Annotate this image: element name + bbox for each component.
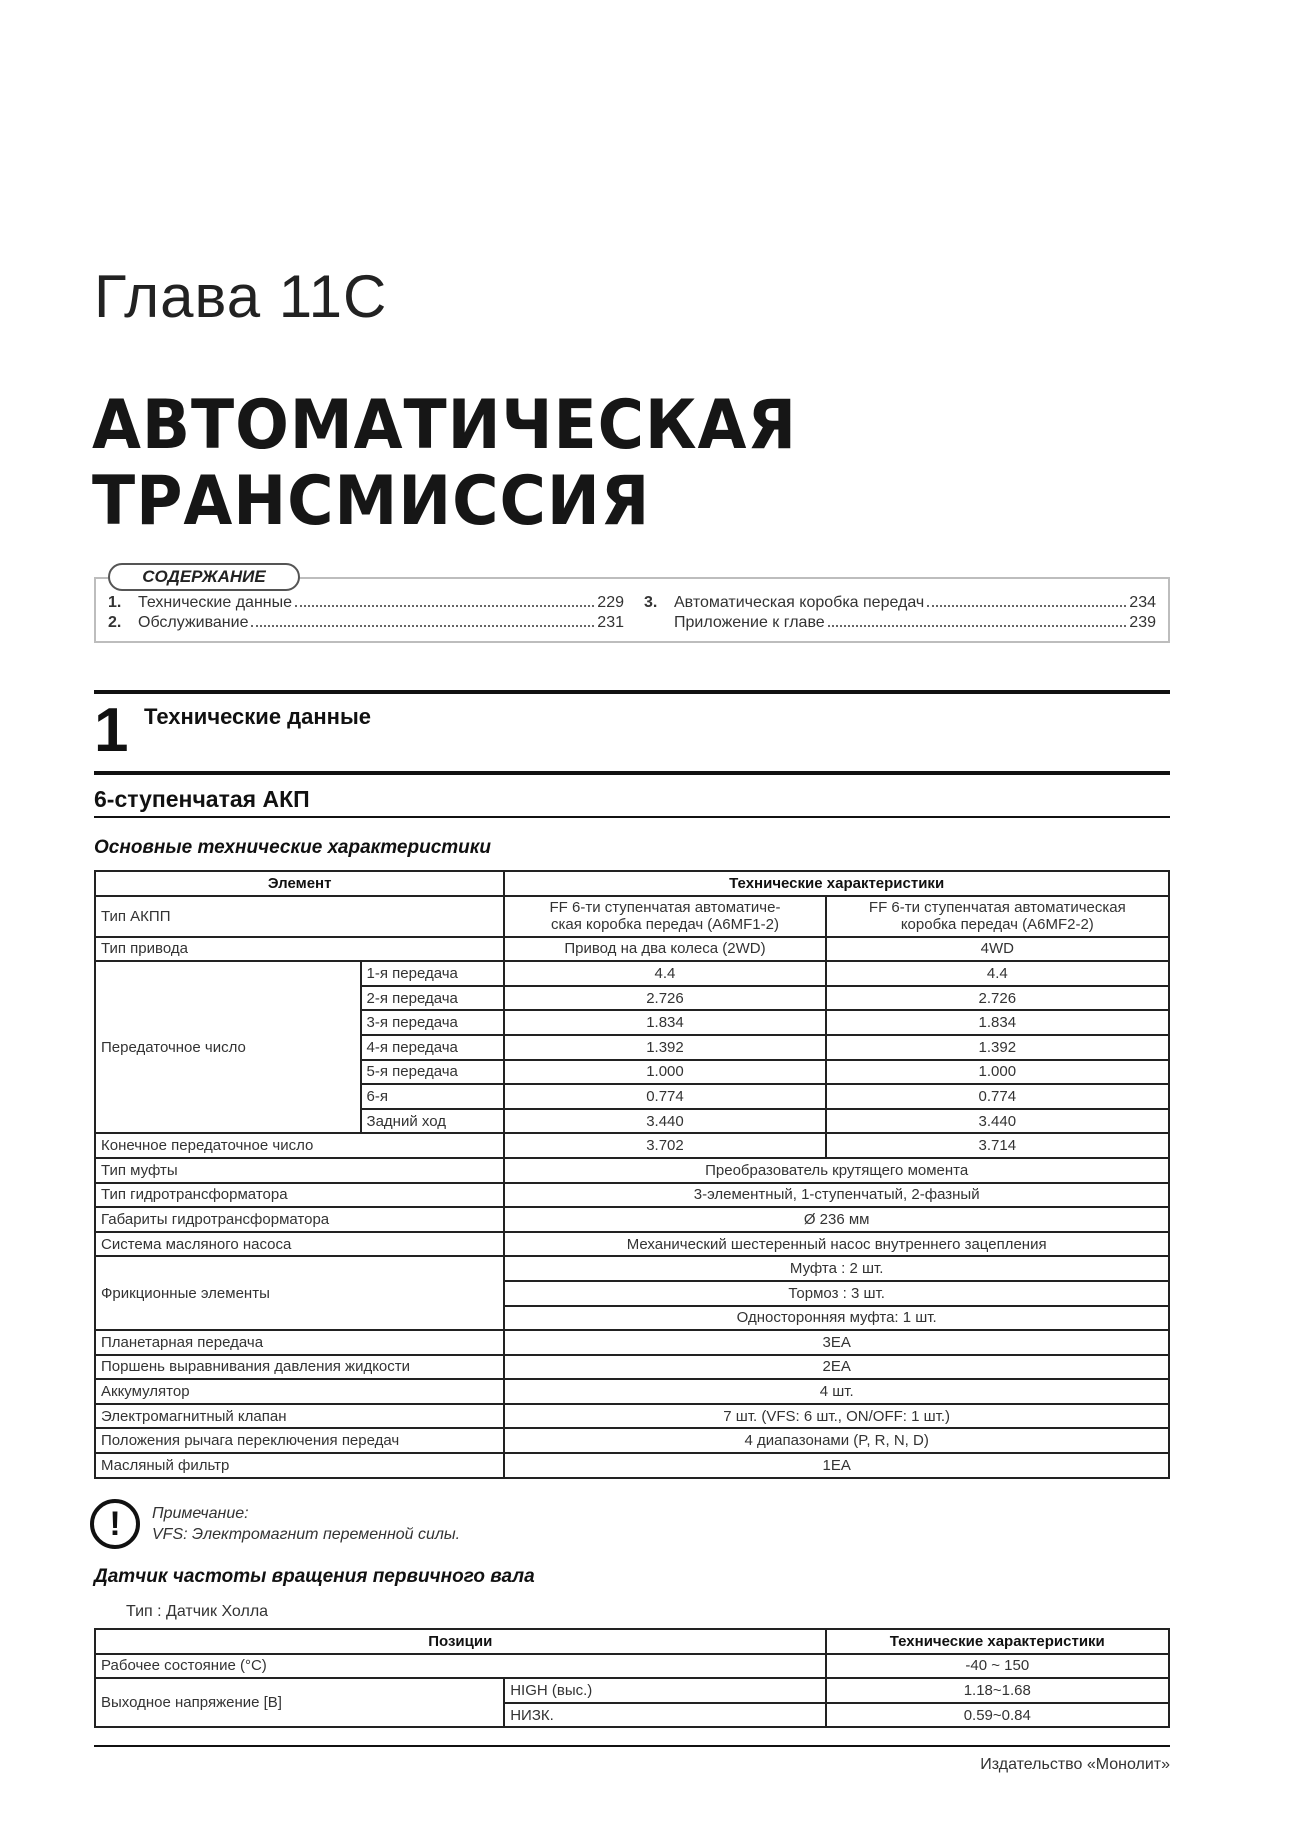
gear-name: 5-я передача <box>361 1060 505 1085</box>
toc-label: СОДЕРЖАНИЕ <box>108 563 300 591</box>
note <box>152 1503 460 1545</box>
table-row <box>95 1256 1169 1281</box>
row-label: Тип гидротрансформатора <box>95 1183 504 1208</box>
cell-value: Тормоз : 3 шт. <box>504 1281 1169 1306</box>
chapter-label: Глава 11С <box>94 263 388 330</box>
gear-name: 4-я передача <box>361 1035 505 1060</box>
toc-item-page: 234 <box>1129 594 1156 611</box>
row-label: Положения рычага переключения передач <box>95 1428 504 1453</box>
row-label: Рабочее состояние (°C) <box>95 1654 826 1679</box>
cell-value: 2.726 <box>826 986 1169 1011</box>
toc-item[interactable] <box>644 613 1156 633</box>
toc-item-page: 229 <box>597 594 624 611</box>
cell-value: Механический шестеренный насос внутреннего зацепления <box>504 1232 1169 1257</box>
cell-value: 1.834 <box>826 1010 1169 1035</box>
table-row <box>95 1330 1169 1355</box>
row-label: Масляный фильтр <box>95 1453 504 1478</box>
row-label: Тип муфты <box>95 1158 504 1183</box>
row-label: Выходное напряжение [В] <box>95 1678 504 1727</box>
cell-value: FF 6-ти ступенчатая автоматиче- ская коробка передач (A6MF1-2) <box>504 896 825 937</box>
title-line-1: АВТОМАТИЧЕСКАЯ <box>92 386 798 465</box>
cell-value: 4 диапазонами (P, R, N, D) <box>504 1428 1169 1453</box>
subsection-rule <box>94 816 1170 818</box>
row-label: Электромагнитный клапан <box>95 1404 504 1429</box>
table-row <box>95 1678 1169 1703</box>
toc-leader <box>251 625 594 627</box>
table-header-row <box>95 871 1169 896</box>
cell-value: 1EA <box>504 1453 1169 1478</box>
toc-item-text: Обслуживание <box>138 614 249 631</box>
row-label: Тип привода <box>95 937 504 962</box>
cell-value: 3.714 <box>826 1133 1169 1158</box>
toc-item-text: Автоматическая коробка передач <box>674 594 925 611</box>
row-label: Конечное передаточное число <box>95 1133 504 1158</box>
note-body: VFS: Электромагнит переменной силы. <box>152 1526 461 1543</box>
toc-item-page: 231 <box>597 614 624 631</box>
table-row <box>95 1453 1169 1478</box>
toc-item-text: Технические данные <box>138 594 293 611</box>
column-header: Позиции <box>95 1629 826 1654</box>
cell-value: Преобразователь крутящего момента <box>504 1158 1169 1183</box>
toc-item-page: 239 <box>1129 614 1156 631</box>
toc-item[interactable]: 1. Технические данные 229 <box>108 594 624 611</box>
table-row <box>95 1133 1169 1158</box>
toc-leader <box>295 605 594 607</box>
cell-value: Муфта : 2 шт. <box>504 1256 1169 1281</box>
voltage-level: HIGH (выс.) <box>504 1678 825 1703</box>
row-label: Система масляного насоса <box>95 1232 504 1257</box>
row-label: Аккумулятор <box>95 1379 504 1404</box>
gear-name: 3-я передача <box>361 1010 505 1035</box>
cell-value: 0.774 <box>504 1084 825 1109</box>
row-label: Передаточное число <box>95 961 361 1133</box>
spec-table <box>94 870 1170 1479</box>
cell-value: 7 шт. (VFS: 6 шт., ON/OFF: 1 шт.) <box>504 1404 1169 1429</box>
cell-value: 3.702 <box>504 1133 825 1158</box>
row-label: Габариты гидротрансформатора <box>95 1207 504 1232</box>
table-row <box>95 1183 1169 1208</box>
table-row <box>95 1428 1169 1453</box>
cell-value: 4WD <box>826 937 1169 962</box>
cell-value: 3.440 <box>504 1109 825 1134</box>
table-row <box>95 1158 1169 1183</box>
section-title: Технические данные <box>144 704 371 729</box>
gear-name: 2-я передача <box>361 986 505 1011</box>
toc-item-text: Приложение к главе <box>674 614 825 631</box>
cell-value: 1.392 <box>826 1035 1169 1060</box>
table-header-row <box>95 1629 1169 1654</box>
voltage-level: НИЗК. <box>504 1703 825 1728</box>
cell-value: 0.774 <box>826 1084 1169 1109</box>
gear-name: Задний ход <box>361 1109 505 1134</box>
toc-item[interactable]: 3. Автоматическая коробка передач 234 <box>644 594 1156 611</box>
table-heading: Основные технические характеристики <box>94 837 491 858</box>
row-label: Планетарная передача <box>95 1330 504 1355</box>
sensor-type: Тип : Датчик Холла <box>126 1603 269 1620</box>
cell-value: 3-элементный, 1-ступенчатый, 2-фазный <box>504 1183 1169 1208</box>
row-label: Тип АКПП <box>95 896 504 937</box>
cell-value: 4 шт. <box>504 1379 1169 1404</box>
toc-leader <box>828 625 1127 627</box>
table-row <box>95 961 1169 986</box>
cell-value: FF 6-ти ступенчатая автоматическая коробка передач (A6MF2-2) <box>826 896 1169 937</box>
column-header: Элемент <box>95 871 504 896</box>
cell-value: 3.440 <box>826 1109 1169 1134</box>
table-row <box>95 1355 1169 1380</box>
section-rule-top <box>94 690 1170 694</box>
cell-value: 3EA <box>504 1330 1169 1355</box>
section-number: 1 <box>94 696 129 765</box>
cell-value: 4.4 <box>504 961 825 986</box>
cell-value: 2EA <box>504 1355 1169 1380</box>
toc-item[interactable]: 2. Обслуживание 231 <box>108 614 624 631</box>
cell-value: Односторонняя муфта: 1 шт. <box>504 1306 1169 1331</box>
cell-value: 1.000 <box>504 1060 825 1085</box>
note-title: Примечание: <box>152 1505 249 1522</box>
column-header: Технические характеристики <box>826 1629 1169 1654</box>
gear-name: 6-я <box>361 1084 505 1109</box>
cell-value: -40 ~ 150 <box>826 1654 1169 1679</box>
sensor-table <box>94 1628 1170 1728</box>
exclamation-icon: ! <box>90 1499 140 1549</box>
gear-name: 1-я передача <box>361 961 505 986</box>
subsection-title: 6-ступенчатая АКП <box>94 786 310 812</box>
row-label: Поршень выравнивания давления жидкости <box>95 1355 504 1380</box>
cell-value: 1.834 <box>504 1010 825 1035</box>
table-row <box>95 1232 1169 1257</box>
toc-column-right <box>644 593 1156 633</box>
cell-value: 1.392 <box>504 1035 825 1060</box>
toc-leader <box>927 605 1126 607</box>
title-line-2: ТРАНСМИССИЯ <box>92 462 651 541</box>
table-row <box>95 896 1169 937</box>
column-header: Технические характеристики <box>504 871 1169 896</box>
cell-value: 1.18~1.68 <box>826 1678 1169 1703</box>
page-title <box>92 388 797 540</box>
cell-value: 1.000 <box>826 1060 1169 1085</box>
cell-value: Привод на два колеса (2WD) <box>504 937 825 962</box>
sensor-heading: Датчик частоты вращения первичного вала <box>94 1566 535 1587</box>
section-rule-bottom <box>94 771 1170 775</box>
cell-value: 4.4 <box>826 961 1169 986</box>
table-row <box>95 1379 1169 1404</box>
cell-value: Ø 236 мм <box>504 1207 1169 1232</box>
table-row <box>95 1654 1169 1679</box>
row-label: Фрикционные элементы <box>95 1256 504 1330</box>
table-row <box>95 937 1169 962</box>
cell-value: 2.726 <box>504 986 825 1011</box>
table-row <box>95 1404 1169 1429</box>
publisher-footer: Издательство «Монолит» <box>980 1756 1170 1773</box>
cell-value: 0.59~0.84 <box>826 1703 1169 1728</box>
footer-rule <box>94 1745 1170 1747</box>
table-row <box>95 1207 1169 1232</box>
toc-column-left <box>108 593 624 633</box>
